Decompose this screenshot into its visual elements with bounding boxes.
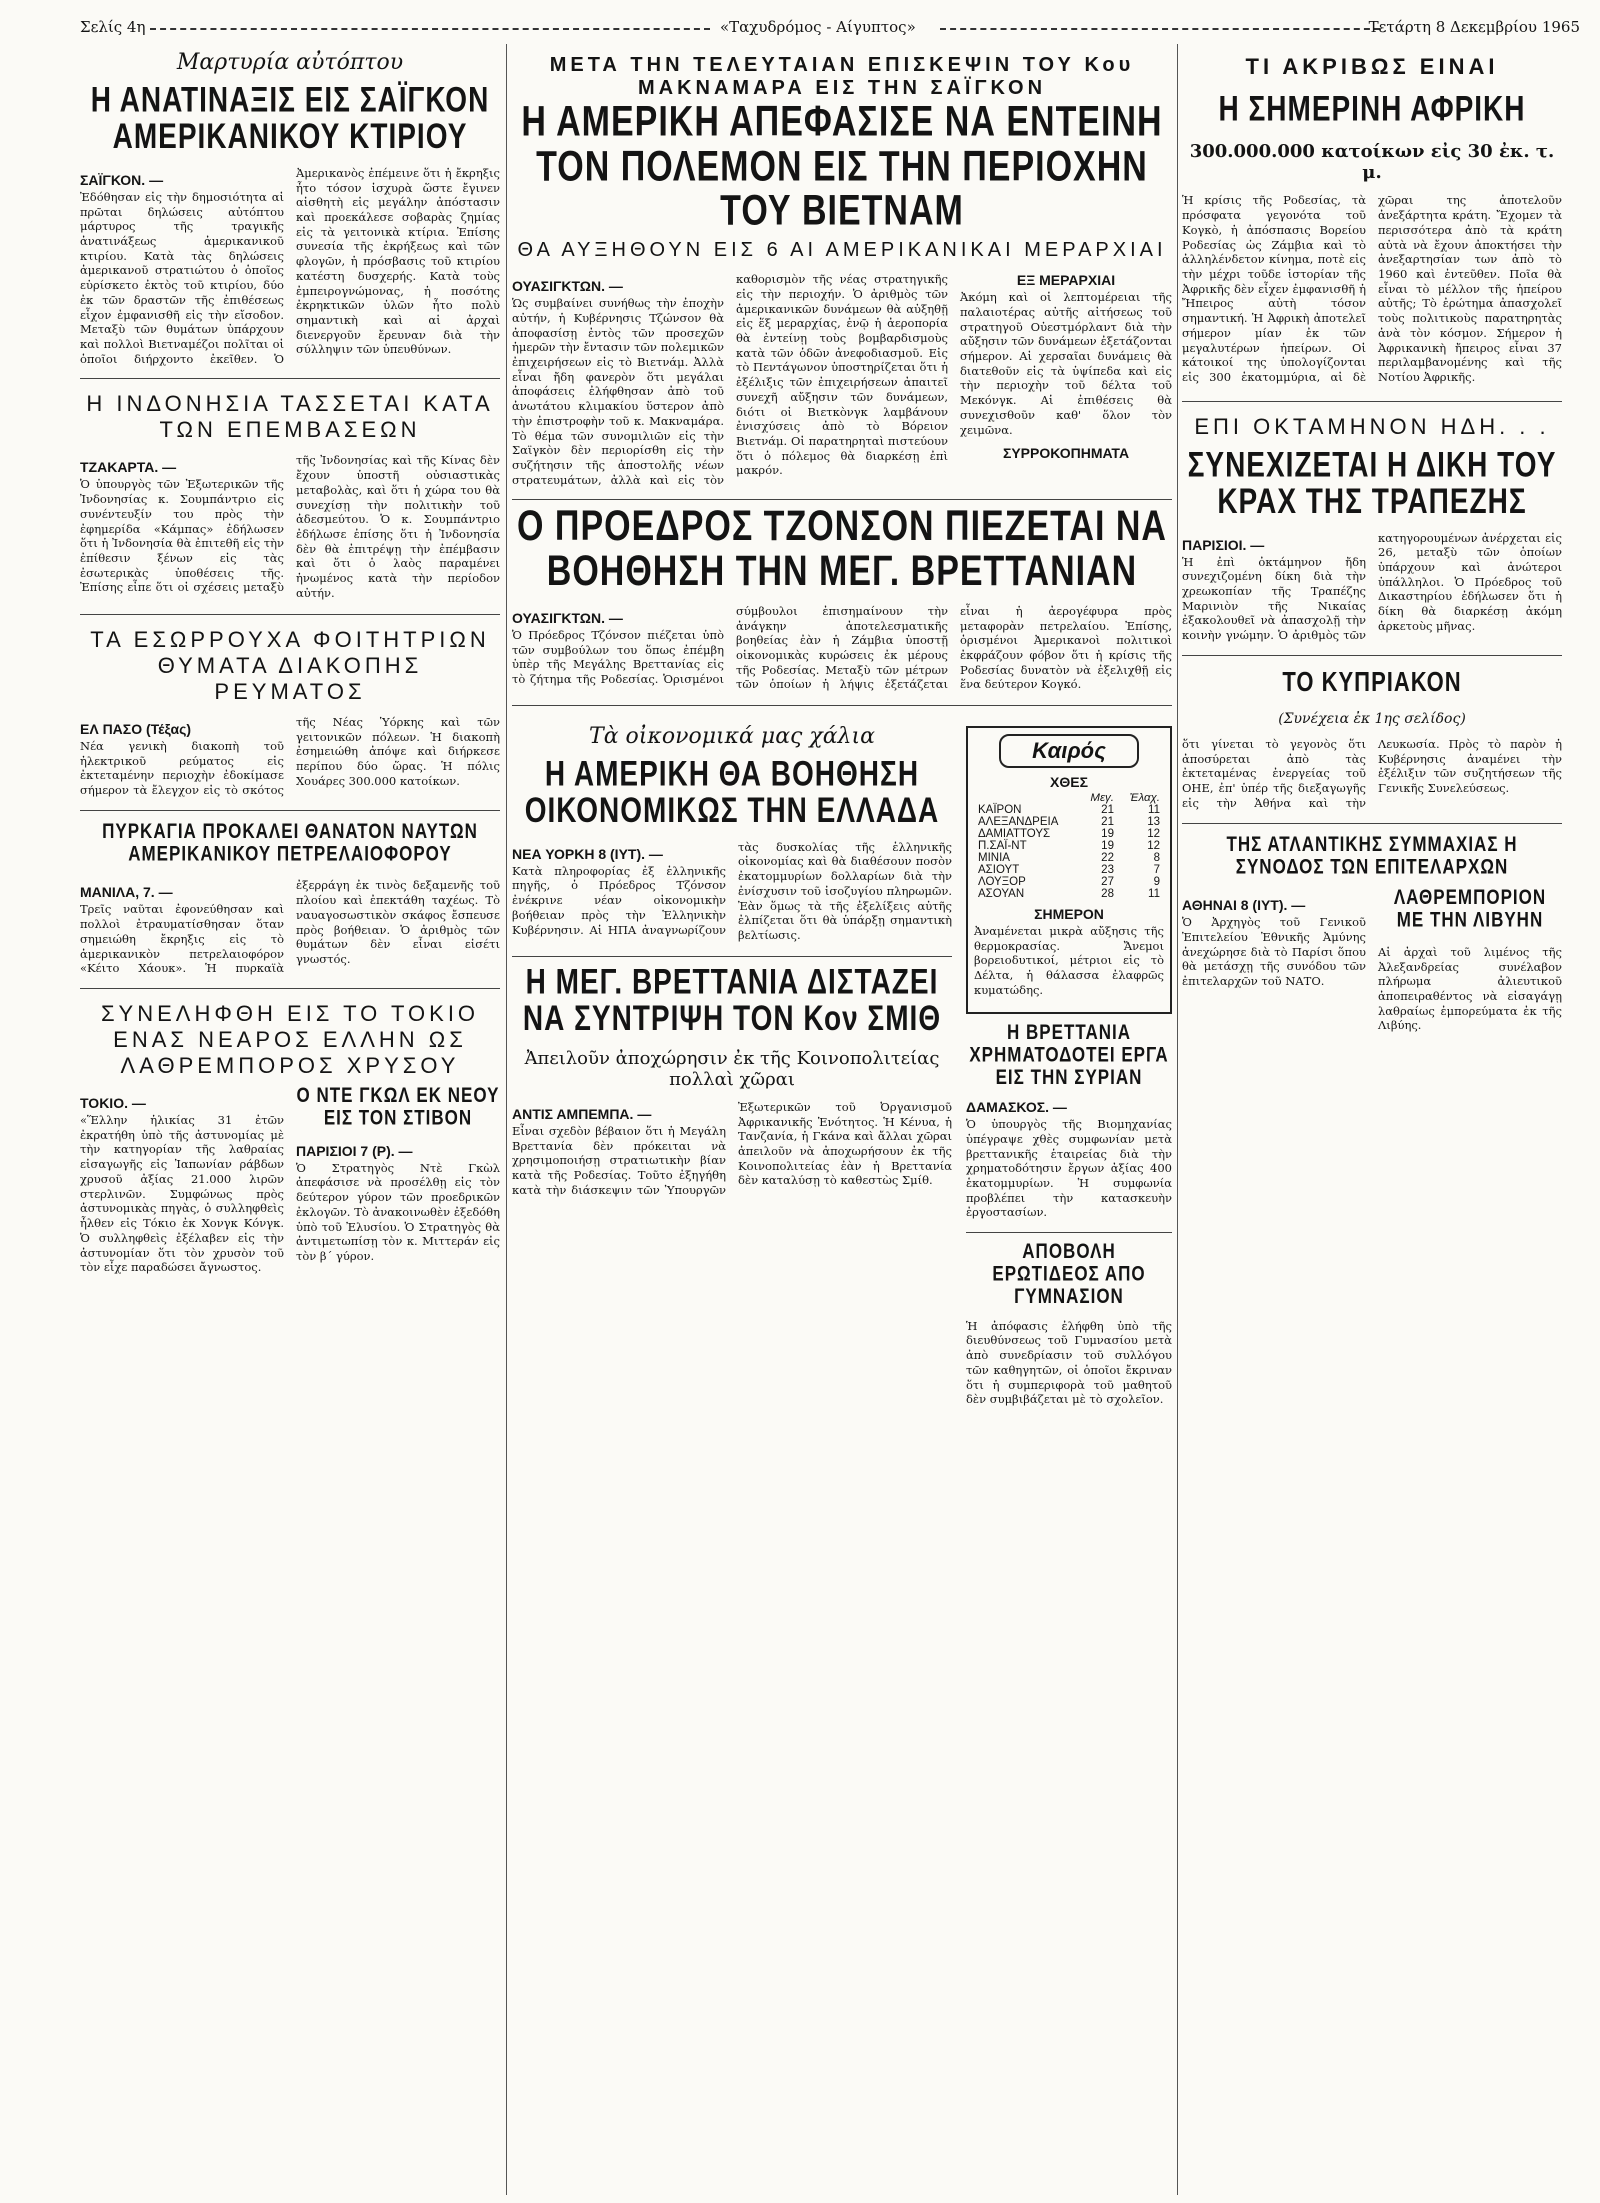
column-left bbox=[80, 44, 500, 2195]
section-subhead: ΕΞ ΜΕΡΑΡΧΙΑΙ bbox=[1016, 272, 1116, 289]
divider bbox=[512, 956, 952, 957]
article-kicker: Μαρτυρία αὐτόπτου bbox=[176, 50, 404, 75]
article-text: Ἡ ἐπὶ ὀκτάμηνον ἤδη συνεχιζομένη δίκη διὰ τὴν χρεωκοπίαν τῆς Τραπέζης Μαρινιὸν τῆς Νικαίας ἐξακολουθεῖ νὰ ἀπασχολῇ τὴν κοινὴν γνώμην. Ὁ ἀριθμὸς τῶν κατηγορουμένων ἀνέρχεται εἰς 26, μεταξὺ τῶν ὁποίων ὑπάρχουν καὶ ἀνώτεροι ὑπάλληλοι. Ὁ Πρόεδρος τοῦ Δικαστηρίου ἐδήλωσεν ὅτι ἡ δίκη θὰ διαρκέσῃ ἀκόμη ἀρκετοὺς μῆνας. bbox=[1182, 530, 1562, 643]
article-dateline: ΔΑΜΑΣΚΟΣ. — bbox=[966, 1099, 1067, 1116]
article-headline: Ο ΝΤΕ ΓΚΩΛ ΕΚ ΝΕΟΥ ΕΙΣ ΤΟΝ ΣΤΙΒΟΝ bbox=[296, 1083, 500, 1130]
article-headline: Ο ΠΡΟΕΔΡΟΣ ΤΖΟΝΣΟΝ ΠΙΕΖΕΤΑΙ ΝΑ ΒΟΗΘΗΣΗ ΤΗΝ ΜΕΓ. ΒΡΕΤΤΑΝΙΑΝ bbox=[517, 502, 1167, 596]
divider bbox=[80, 614, 500, 615]
article-dateline: ΣΑΪΓΚΟΝ. — bbox=[80, 171, 164, 188]
weather-city: ΑΣΟΥΑΝ bbox=[978, 887, 1025, 900]
weather-max: 27 bbox=[1101, 875, 1114, 888]
weather-col-min: Ἐλαχ. bbox=[1129, 791, 1160, 804]
weather-city: ΜΙΝΙΑ bbox=[978, 851, 1010, 864]
article-headline: ΑΠΟΒΟΛΗ ΕΡΩΤΙΔΕΟΣ ΑΠΟ ΓΥΜΝΑΣΙΟΝ bbox=[992, 1239, 1146, 1308]
column-divider bbox=[506, 44, 507, 2195]
weather-max: 19 bbox=[1101, 827, 1114, 840]
article-headline: ΤΟ ΚΥΠΡΙΑΚΟΝ bbox=[1282, 665, 1462, 697]
article-dateline: ΠΑΡΙΣΙΟΙ. — bbox=[1182, 536, 1265, 553]
article-body bbox=[80, 166, 500, 367]
article-text: Εἶναι σχεδὸν βέβαιον ὅτι ἡ Μεγάλη Βρεττανία δὲν πρόκειται νὰ χρησιμοποιήσῃ στρατιωτικὴν βίαν κατὰ τῆς Ροδεσίας. Τοῦτο ἐξηγήθη κατὰ τὴν διάσκεψιν τῶν Ὑπουργῶν Ἐξωτερικῶν τοῦ Ὀργανισμοῦ Ἀφρικανικῆς Ἑνότητος. Ἡ Κένυα, ἡ Τανζανία, ἡ Γκάνα καὶ ἄλλαι χῶραι ἀπειλοῦν νὰ ἀποχωρήσουν ἐκ τῆς Κοινοπολιτείας ἐὰν ἡ Βρεττανία δὲν καταλύσῃ τὸ καθεστὼς Σμίθ. bbox=[512, 1099, 952, 1197]
lead-headline: Η ΑΜΕΡΙΚΗ ΑΠΕΦΑΣΙΣΕ ΝΑ ΕΝΤΕΙΝΗ ΤΟΝ ΠΟΛΕΜΟΝ ΕΙΣ ΤΗΝ ΠΕΡΙΟΧΗΝ ΤΟΥ ΒΙΕΤΝΑΜ bbox=[521, 98, 1163, 235]
weather-max: 28 bbox=[1101, 887, 1114, 900]
article-headline: ΠΥΡΚΑΓΙΑ ΠΡΟΚΑΛΕΙ ΘΑΝΑΤΟΝ ΝΑΥΤΩΝ ΑΜΕΡΙΚΑΝΙΚΟΥ ΠΕΤΡΕΛΑΙΟΦΟΡΟΥ bbox=[102, 819, 478, 866]
weather-city: ΑΛΕΞΑΝΔΡΕΙΑ bbox=[978, 815, 1059, 828]
article-headline: ΛΑΘΡΕΜΠΟΡΙΟΝ ΜΕ ΤΗΝ ΛΙΒΥΗΝ bbox=[1393, 885, 1547, 932]
divider bbox=[512, 499, 1172, 500]
article-body bbox=[80, 453, 500, 601]
issue-date: Τετάρτη 8 Δεκεμβρίου 1965 bbox=[1368, 18, 1580, 36]
weather-min: 11 bbox=[1148, 803, 1160, 816]
article-headline: ΤΗΣ ΑΤΛΑΝΤΙΚΗΣ ΣΥΜΜΑΧΙΑΣ Η ΣΥΝΟΔΟΣ ΤΩΝ ΕΠΙΤΕΛΑΡΧΩΝ bbox=[1226, 831, 1518, 878]
divider bbox=[80, 810, 500, 811]
article-body bbox=[1182, 737, 1562, 811]
weather-box bbox=[966, 726, 1172, 1014]
weather-max: 19 bbox=[1101, 839, 1114, 852]
article-kicker: ΤΙ ΑΚΡΙΒΩΣ ΕΙΝΑΙ bbox=[1245, 54, 1499, 79]
article-body bbox=[512, 840, 952, 944]
masthead bbox=[80, 18, 1580, 44]
article-text: Ὡς συμβαίνει συνήθως τὴν ἐποχὴν αὐτήν, ἡ Κυβέρνησις Τζώνσον θὰ ἀποφασίσῃ ἐντὸς τῶν προσεχῶν ἡμερῶν τὴν ἔντασιν τῶν πολεμικῶν ἐπιχειρήσεων εἰς τὸ Βιετνάμ. Ἀλλὰ εἶναι ἤδη φανερὸν ὅτι μεγάλαι ἀποφάσεις ἐλήφθησαν ἀπὸ τοῦ ἀνωτάτου κλιμακίου ὕστερον ἀπὸ τὴν ἐπιστροφὴν τοῦ κ. Μακναμάρα. Τὸ θέμα τῶν συνομιλιῶν εἰς τὴν Σαϊγκὸν δὲν περιορίσθη εἰς τὴν συζήτησιν τῆς ἀποστολῆς νέων στρατευμάτων, ἀλλὰ καὶ εἰς τὸν καθορισμὸν τῆς νέας στρατηγικῆς εἰς τὴν περιοχήν. Ὁ ἀριθμὸς τῶν ἀμερικανικῶν δυνάμεων θὰ αὐξηθῇ εἰς ἕξ μεραρχίας, ἐνῷ ἡ ἀεροπορία θὰ ἐντείνῃ τοὺς βομβαρδισμοὺς κατὰ τῶν ὁδῶν ἀνεφοδιασμοῦ. Εἰς τὸ Πεντάγωνον ὑποστηρίζεται ὅτι ἡ ἐξέλιξις τῶν ἐπιχειρήσεων ἀπαιτεῖ συνεχῆ αὔξησιν τῶν δυνάμεων, διότι οἱ Βιετκὸνγκ λαμβάνουν ἐνισχύσεις ἀπὸ τὸ Βόρειον Βιετνάμ. Οἱ παρατηρηταὶ πιστεύουν ὅτι ὁ πόλεμος θὰ διαρκέσῃ ἐπὶ μακρόν. bbox=[512, 272, 948, 487]
divider bbox=[1182, 655, 1562, 656]
article-body bbox=[80, 715, 500, 798]
article-subheadline: Ἀπειλοῦν ἀποχώρησιν ἐκ τῆς Κοινοπολιτείας πολλαὶ χῶραι bbox=[524, 1047, 940, 1090]
article-dateline: ΤΟΚΙΟ. — bbox=[80, 1095, 146, 1112]
article-text: Ἡ ἀπόφασις ἐλήφθη ὑπὸ τῆς διευθύνσεως τοῦ Γυμνασίου μετὰ ἀπὸ συνεδρίασιν τοῦ συλλόγου τῶν καθηγητῶν, οἱ ὁποῖοι ἔκριναν ὅτι ἡ συμπεριφορὰ τοῦ μαθητοῦ δὲν συμβιβάζεται μὲ τὸ σχολεῖον. bbox=[966, 1318, 1172, 1407]
article-dateline: ΤΖΑΚΑΡΤΑ. — bbox=[80, 459, 177, 476]
weather-row bbox=[974, 888, 1164, 900]
weather-city: Π.ΣΑΪ-ΝΤ bbox=[978, 839, 1027, 852]
weather-row bbox=[974, 876, 1164, 888]
article-headline: ΣΥΝΕΧΙΖΕΤΑΙ Η ΔΙΚΗ ΤΟΥ ΚΡΑΧ ΤΗΣ ΤΡΑΠΕΖΗΣ bbox=[1187, 445, 1557, 521]
article-dateline: ΝΕΑ ΥΟΡΚΗ 8 (ΙΥΤ). — bbox=[512, 845, 663, 862]
divider bbox=[80, 988, 500, 989]
weather-col-max: Μεγ. bbox=[1090, 791, 1114, 804]
article-dateline: ΟΥΑΣΙΓΚΤΩΝ. — bbox=[512, 278, 623, 295]
weather-city: ΔΑΜΙΑΤΤΟΥΣ bbox=[978, 827, 1051, 840]
weather-min: 12 bbox=[1147, 839, 1160, 852]
weather-row bbox=[974, 840, 1164, 852]
weather-table bbox=[974, 792, 1164, 900]
divider bbox=[1182, 401, 1562, 402]
weather-max: 22 bbox=[1101, 851, 1114, 864]
article-body bbox=[1182, 885, 1562, 1033]
article-text: Ἐδόθησαν εἰς τὴν δημοσιότητα αἱ πρῶται δηλώσεις αὐτόπτου μάρτυρος τῆς τραγικῆς ἀνατινάξεως ἀμερικανικοῦ κτιρίου. Κατὰ τὰς δηλώσεις ἀμερικανοῦ στρατιώτου ὁ ὁποῖος εὑρίσκετο ἐκτὸς τοῦ κτιρίου, δύο ἐκ τῶν δραστῶν τῆς ἐπιθέσεως εἶχον ἐμφανισθῆ εἰς τὴν εἴσοδον. Μεταξὺ τῶν θυμάτων ὑπάρχουν καὶ πολλοὶ Βιετναμέζοι πολῖται οἱ ὁποῖοι διήρχοντο ἐκεῖθεν. Ὁ Ἀμερικανὸς ἐπέμεινε ὅτι ἡ ἔκρηξις ἦτο τόσον ἰσχυρὰ ὥστε ἔγινεν αἰσθητὴ εἰς μεγάλην ἀπόστασιν καὶ προεκάλεσε σοβαρὰς ζημίας εἰς τὰ γειτονικὰ κτίρια. Ἐπίσης συνεσία τῆς ἐκρήξεως καὶ τῶν φλογῶν, ἡ πρόσβασις τοῦ κτιρίου κατέστη δυσχερής. Κατὰ τοὺς ἐμπειρογνώμονας, ἡ ποσότης ἐκρηκτικῶν ὑλῶν ἦτο πολὺ σημαντικὴ καὶ αἱ ἀρχαὶ διενεργοῦν ἔρευναν διὰ τὴν σύλληψιν τῶν ὑπευθύνων. bbox=[80, 165, 500, 366]
article-kicker: Τὰ οἰκονομικά μας χάλια bbox=[589, 723, 875, 749]
article-headline: Η ΑΜΕΡΙΚΗ ΘΑ ΒΟΗΘΗΣΗ ΟΙΚΟΝΟΜΙΚΩΣ ΤΗΝ ΕΛΛΑΔΑ bbox=[524, 754, 940, 830]
column-divider bbox=[1177, 44, 1178, 2195]
weather-row bbox=[974, 864, 1164, 876]
article-headline: ΤΑ ΕΣΩΡΡΟΥΧΑ ΦΟΙΤΗΤΡΙΩΝ ΘΥΜΑΤΑ ΔΙΑΚΟΠΗΣ ΡΕΥΜΑΤΟΣ bbox=[90, 626, 490, 704]
lower-section bbox=[512, 718, 1172, 1415]
weather-city: ΑΣΙΟΥΤ bbox=[978, 863, 1020, 876]
weather-yesterday: ΧΘΕΣ bbox=[1050, 773, 1088, 790]
masthead-rule-left bbox=[150, 28, 710, 30]
article-headline: Η ΑΝΑΤΙΝΑΞΙΣ ΕΙΣ ΣΑΪΓΚΟΝ ΑΜΕΡΙΚΑΝΙΚΟΥ ΚΤΙΡΙΟΥ bbox=[90, 80, 490, 156]
weather-min: 9 bbox=[1153, 875, 1160, 888]
weather-min: 7 bbox=[1153, 863, 1160, 876]
article-dateline: ΑΝΤΙΣ ΑΜΠΕΜΠΑ. — bbox=[512, 1105, 652, 1122]
column-right bbox=[1182, 44, 1562, 2195]
article-kicker: ΕΠΙ ΟΚΤΑΜΗΝΟΝ ΗΔΗ. . . bbox=[1194, 413, 1550, 439]
article-text: Ὁ ὑπουργὸς τῆς Βιομηχανίας ὑπέγραψε χθὲς συμφωνίαν μετὰ βρεττανικῆς ἑταιρείας διὰ τὴν χρηματοδότησιν ἔργων ἀξίας 400 ἑκατομμυρίων. Ἡ συμφωνία προβλέπει τὴν κατασκευὴν ἐργοστασίων. bbox=[966, 1117, 1172, 1220]
divider bbox=[1182, 823, 1562, 824]
article-body bbox=[1182, 193, 1562, 388]
article-text: Ἡ κρίσις τῆς Ροδεσίας, τὰ πρόσφατα γεγονότα τοῦ Κογκὸ, ἡ ἀπόσπασις Βορείου Ροδεσίας ὡς Ζάμβια καὶ τὸ ἀλληλένδετον κίνημα, ποτὲ εἰς τὴν μέχρι τοῦδε ἱστορίαν τῆς Ἀφρικῆς δὲν εἶχεν ἐμφανισθῆ ἡ Ἤπειρος αὐτὴ τόσον σημαντική. Ἡ Ἀφρικὴ ἀποτελεῖ σήμερον μίαν ἐκ τῶν μεγαλυτέρων ἠπείρων. Οἱ κάτοικοί της ὑπολογίζονται εἰς 300 ἑκατομμύρια, αἱ δὲ χῶραι της ἀποτελοῦν ἀνεξάρτητα κράτη. Ἔχομεν τὰ περισσότερα ἀπὸ τὰ κράτη αὐτὰ νὰ ἔχουν ἀποκτήσει τὴν ἀνεξαρτησίαν των ἀπὸ τὸ 1960 καὶ ἐντεῦθεν. Ποῖα θὰ εἶναι τὸ μέλλον τῆς ἠπείρου αὐτῆς; Τὸ ἐρώτημα ἀπασχολεῖ τοὺς πολιτικοὺς παρατηρητὰς ἀνὰ τὸν κόσμον. Σήμερον ἡ Ἀφρικανικὴ ἤπειρος εἶναι 37 περιλαμβανομένης καὶ τῆς Νοτίου Ἀφρικῆς. bbox=[1182, 193, 1562, 385]
article-headline: Η ΣΗΜΕΡΙΝΗ ΑΦΡΙΚΗ bbox=[1218, 89, 1526, 128]
divider bbox=[966, 1232, 1172, 1233]
newspaper-name: «Ταχυδρόμος - Αίγυπτος» bbox=[720, 18, 916, 36]
weather-city: ΛΟΥΞΟΡ bbox=[978, 875, 1026, 888]
weather-min: 11 bbox=[1148, 887, 1160, 900]
weather-row bbox=[974, 816, 1164, 828]
section-subhead: ΣΥΡΡΟΚΟΠΗΜΑΤΑ bbox=[1002, 445, 1130, 462]
article-headline: ΣΥΝΕΛΗΦΘΗ ΕΙΣ ΤΟ ΤΟΚΙΟ ΕΝΑΣ ΝΕΑΡΟΣ ΕΛΛΗΝ ΩΣ ΛΑΘΡΕΜΠΟΡΟΣ ΧΡΥΣΟΥ bbox=[100, 1001, 480, 1079]
divider bbox=[512, 705, 1172, 706]
weather-row bbox=[974, 852, 1164, 864]
article-dateline: ΑΘΗΝΑΙ 8 (ΙΥΤ). — bbox=[1182, 897, 1306, 914]
weather-city: ΚΑΪΡΟΝ bbox=[978, 803, 1022, 816]
lower-left bbox=[512, 718, 952, 1415]
article-text: Ἀκόμη καὶ οἱ λεπτομέρειαι τῆς παλαιοτέρας αὐτῆς αἰτήσεως τοῦ στρατηγοῦ Οὐεστμόρλαντ διὰ τὴν αὔξησιν τῶν δυνάμεων ἐξετάζονται σήμερον. Αἱ χερσαῖαι δυνάμεις θὰ διατεθοῦν εἰς τὰ ὑψίπεδα καὶ εἰς τὴν περιοχὴν τοῦ δέλτα τοῦ Μεκόνγκ. Αἱ ἐπιθέσεις θὰ συνεχισθοῦν καθ' ὅλον τὸν χειμῶνα. bbox=[960, 290, 1172, 437]
article-text: «Ἕλλην ἡλικίας 31 ἐτῶν ἐκρατήθη ὑπὸ τῆς ἀστυνομίας μὲ τὴν κατηγορίαν τῆς λαθραίας εἰσαγωγῆς εἰς Ἰαπωνίαν ράβδων χρυσοῦ ἀξίας 21.000 λιρῶν στερλινῶν. Συμφώνως πρὸς ἀστυνομικὰς πηγὰς, ὁ συλληφθεὶς ἦλθεν εἰς Τόκιο ἐκ Χονγκ Κόνγκ. Ὁ συλληφθεὶς ἐξέλαβεν εἰς τὴν ἀστυνομίαν ὅτι τὸν χρυσὸν τοῦ τὸν εἶχε παραδώσει ἄγνωστος. bbox=[80, 1113, 284, 1275]
weather-max: 23 bbox=[1101, 863, 1114, 876]
weather-row bbox=[974, 804, 1164, 816]
article-text: Τρεῖς ναῦται ἐφονεύθησαν καὶ πολλοὶ ἐτραυματίσθησαν ὅταν σημειώθη ἔκρηξις εἰς τὸ ἀμερικανικὸν πετρελαιοφόρον «Κέιτο Χάουκ». Ἡ πυρκαϊὰ ἐξερράγη ἐκ τινὸς δεξαμενῆς τοῦ πλοίου καὶ ἐπεκτάθη ταχέως. Τὸ ναυαγοσωστικὸν σκάφος ἔσπευσε πρὸς βοήθειαν. Ὁ ἀριθμὸς τῶν θυμάτων δὲν εἶναι εἰσέτι γνωστός. bbox=[80, 878, 500, 976]
article-text: ὅτι γίνεται τὸ γεγονὸς ὅτι ἀποσύρεται ἀπὸ τὰς ἐκτεταμένας ἐνεργείας τοῦ ΟΗΕ, ἐπ' ὑπέρ τῆς διεξαγωγῆς εἰς τὴν Ἀθήνα καὶ τὴν Λευκωσία. Πρὸς τὸ παρὸν ἡ Κυβέρνησις ἀναμένει τὴν ἐξέλιξιν τῶν συζητήσεων τῆς Γενικῆς Συνελεύσεως. bbox=[1182, 736, 1562, 810]
article-text: Ὁ Πρόεδρος Τζόνσον πιέζεται ὑπὸ τῶν συμβούλων του ὅπως ἐπέμβη ὑπὲρ τῆς Μεγάλης Βρεττανίας εἰς τὸ ζήτημα τῆς Ροδεσίας. Ὁρισμένοι σύμβουλοι ἐπισημαίνουν τὴν ἀνάγκην ἀποτελεσματικῆς βοηθείας ἐὰν ἡ Ζάμβια ὑποστῇ οἰκονομικὰς κυρώσεις ἐκ μέρους τῆς Ροδεσίας. Μεταξὺ τῶν μέτρων τῶν ὁποίων ἡ λήψις ἐξετάζεται εἶναι ἡ ἀερογέφυρα πρὸς μεταφορὰν πετρελαίου. Ἐπίσης, ὁρισμένοι Ἀμερικανοὶ πολιτικοὶ ἐκφράζουν φόβον ὅτι ἡ κρίσις τῆς Ροδεσίας δυνατὸν νὰ ἐξελιχθῇ εἰς ἕνα δεύτερον Κογκό. bbox=[512, 603, 1172, 692]
weather-min: 13 bbox=[1147, 815, 1160, 828]
page-number: Σελίς 4η bbox=[80, 18, 146, 36]
weather-max: 21 bbox=[1101, 803, 1114, 816]
divider bbox=[80, 378, 500, 379]
article-dateline: ΜΑΝΙΛΑ, 7. — bbox=[80, 884, 173, 901]
masthead-rule-right bbox=[940, 28, 1380, 30]
weather-max: 21 bbox=[1101, 815, 1114, 828]
column-center bbox=[512, 44, 1172, 2195]
article-body bbox=[80, 878, 500, 976]
weather-min: 12 bbox=[1147, 827, 1160, 840]
article-body bbox=[1182, 531, 1562, 643]
article-kicker: ΜΕΤΑ ΤΗΝ ΤΕΛΕΥΤΑΙΑΝ ΕΠΙΣΚΕΨΙΝ ΤΟΥ Κου ΜΑΚΝΑΜΑΡΑ ΕΙΣ ΤΗΝ ΣΑΪΓΚΟΝ bbox=[549, 54, 1135, 99]
article-subheadline: 300.000.000 κατοίκων εἰς 30 ἐκ. τ. μ. bbox=[1189, 141, 1555, 184]
weather-min: 8 bbox=[1153, 851, 1160, 864]
article-text: Ὁ ὑπουργὸς τῶν Ἐξωτερικῶν τῆς Ἰνδονησίας κ. Σουμπάντριο εἰς συνέντευξίν του πρὸς τὴν ἐφημερίδα «Κάμπας» ἐδήλωσεν ὅτι ἡ Ἰνδονησία θὰ ἐπιτεθῆ εἰς τὴν ἐπίθεσιν ξένων εἰς τὰς ἐσωτερικὰς ὑποθέσεις τῆς. Ἐπίσης εἶπε ὅτι οἱ σχέσεις μεταξὺ τῆς Ἰνδονησίας καὶ τῆς Κίνας δὲν ἔχουν ὑποστῆ οὐσιαστικὰς μεταβολὰς, καὶ ὅτι ἡ χώρα του θὰ συνεχίσῃ τὴν πολιτικὴν τοῦ ἀδεσμεύτου. Ὁ κ. Σουμπάντριο ἐδήλωσε ἐπίσης ὅτι ἡ Ἰνδονησία δὲν θὰ ἐπιτρέψῃ τὴν ἐπέμβασιν καὶ ὅτι ὁ λαὸς παραμένει ἡνωμένος κατὰ τὴν περίοδον αὐτήν. bbox=[80, 453, 500, 600]
weather-row bbox=[974, 828, 1164, 840]
article-body bbox=[512, 604, 1172, 693]
lower-right bbox=[966, 718, 1172, 1415]
article-subheadline: ΘΑ ΑΥΞΗΘΟΥΝ ΕΙΣ 6 ΑΙ ΑΜΕΡΙΚΑΝΙΚΑΙ ΜΕΡΑΡΧΙΑΙ bbox=[517, 239, 1167, 262]
article-dateline: ΟΥΑΣΙΓΚΤΩΝ. — bbox=[512, 609, 623, 626]
article-headline: Η ΙΝΔΟΝΗΣΙΑ ΤΑΣΣΕΤΑΙ ΚΑΤΑ ΤΩΝ ΕΠΕΜΒΑΣΕΩΝ bbox=[86, 391, 494, 443]
weather-title: Καιρός bbox=[999, 734, 1139, 768]
weather-forecast: Ἀναμένεται μικρὰ αὔξησις τῆς θερμοκρασίας. Ἄνεμοι βορειοδυτικοί, μέτριοι εἰς τὸ Δέλτα, ἡ θάλασσα ἐλαφρῶς κυματώδης. bbox=[974, 923, 1164, 997]
article-dateline: ΠΑΡΙΣΙΟΙ 7 (Ρ). — bbox=[296, 1142, 413, 1159]
article-text: Ὁ Στρατηγὸς Ντὲ Γκὼλ ἀπεφάσισε νὰ προσέλθῃ εἰς τὸν δεύτερον γύρον τῶν προεδρικῶν ἐκλογῶν. Τὸ ἀνακοινωθὲν ἐξεδόθη ὑπὸ τοῦ Ἐλυσίου. Ὁ Στρατηγὸς θὰ ἀντιμετωπίσῃ τὸν κ. Μιττεράν εἰς τὸν β΄ γύρον. bbox=[296, 1160, 500, 1264]
article-text: Νέα γενικὴ διακοπὴ τοῦ ἠλεκτρικοῦ ρεύματος εἰς ἐκτεταμένην περιοχὴν ἐδοκίμασε σήμερον τὰ ἔλεγχον εἰς τὸ σκότος τῆς Νέας Ὑόρκης καὶ τῶν γειτονικῶν πόλεων. Ἡ διακοπὴ ἐσημειώθη ἀπόψε καὶ διήρκεσε περίπου δύο ὥρας. Ἡ πόλις Χουάρες 300.000 κατοίκων. bbox=[80, 714, 500, 798]
article-headline: Η ΜΕΓ. ΒΡΕΤΤΑΝΙΑ ΔΙΣΤΑΖΕΙ ΝΑ ΣΥΝΤΡΙΨΗ ΤΟΝ Κον ΣΜΙΘ bbox=[522, 962, 942, 1038]
weather-today: ΣΗΜΕΡΟΝ bbox=[1034, 905, 1104, 922]
article-subheadline: (Συνέχεια ἐκ 1ης σελίδος) bbox=[1278, 710, 1466, 727]
article-text: Ὁ Ἀρχηγὸς τοῦ Γενικοῦ Ἐπιτελείου Ἐθνικῆς Ἀμύνης ἀνεχώρησε διὰ τὸ Παρίσι ὅπου θὰ μετάσχῃ τῆς συνόδου τῶν ἐπιτελαρχῶν τοῦ ΝΑΤΟ. bbox=[1182, 915, 1366, 989]
article-dateline: ΕΛ ΠΑΣΟ (Τέξας) bbox=[80, 720, 192, 737]
article-text: Κατὰ πληροφορίας ἐξ ἑλληνικῆς πηγῆς, ὁ Πρόεδρος Τζόνσον ἐνέκρινε νέαν οἰκονομικὴν βοήθειαν πρὸς τὴν Ἑλληνικὴν Κυβέρνησιν. Αἱ ΗΠΑ ἀναγνωρίζουν τὰς δυσκολίας τῆς ἑλληνικῆς οἰκονομίας καὶ θὰ διαθέσουν ποσὸν ἐκατομμυρίων δολλαρίων διὰ τὴν ἐνίσχυσιν τοῦ ἰσοζυγίου πληρωμῶν. Ἐὰν ὅμως τὰ τῆς ἐξελίξεις αὐτῆς ἐλπίζεται ὅτι θὰ ὑπάρξῃ σημαντικὴ βελτίωσις. bbox=[512, 839, 952, 943]
article-headline: Η ΒΡΕΤΤΑΝΙΑ ΧΡΗΜΑΤΟΔΟΤΕΙ ΕΡΓΑ ΕΙΣ ΤΗΝ ΣΥΡΙΑΝ bbox=[969, 1019, 1169, 1088]
article-text: Αἱ ἀρχαὶ τοῦ λιμένος τῆς Ἀλεξανδρείας συνέλαβον πλήρωμα ἀλιευτικοῦ ἀποπειραθέντος νὰ εἰσαγάγῃ λαθραίως ἐμπορεύματα ἐκ τῆς Λιβύης. bbox=[1378, 944, 1562, 1033]
article-body bbox=[512, 1100, 952, 1198]
article-body bbox=[80, 1083, 500, 1280]
article-body bbox=[512, 272, 1172, 487]
